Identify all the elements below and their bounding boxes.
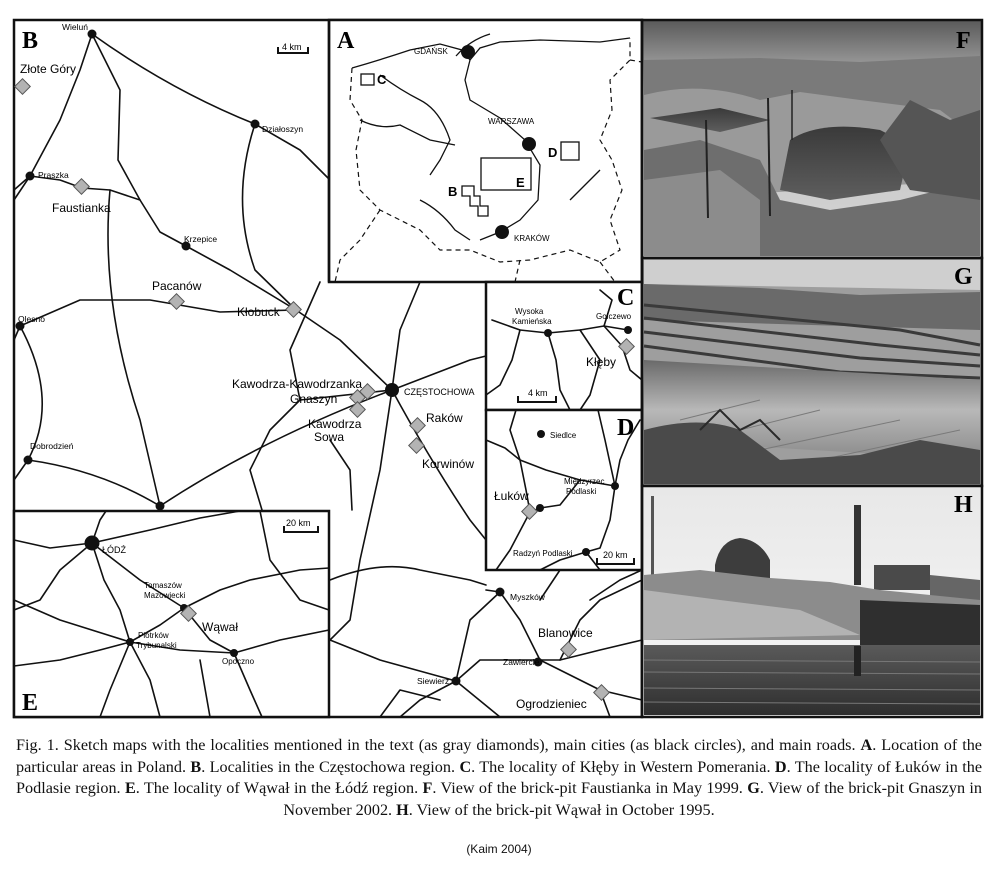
town-label: Olesno	[18, 314, 45, 324]
city-label: KRAKÓW	[514, 234, 550, 243]
town-label: Piotrków	[138, 631, 169, 640]
locality-label: Kawodrza-Kawodrzanka	[232, 377, 363, 391]
town-marker	[537, 430, 545, 438]
photo-g-gnaszyn	[642, 258, 982, 486]
city-label: WARSZAWA	[488, 117, 535, 126]
locality-label: Korwinów	[422, 457, 475, 471]
caption-label-e: E	[124, 779, 136, 797]
town-marker	[582, 548, 590, 556]
photo-h-wawal	[642, 486, 982, 717]
locality-label: Blanowice	[538, 626, 593, 640]
town-label: Mazowiecki	[144, 591, 186, 600]
locality-label: Gnaszyn	[290, 392, 338, 406]
town-label: Zawiercie	[503, 657, 540, 667]
caption-text-c: . The locality of Kłęby in Western Pomerania.	[471, 757, 771, 776]
area-box-c	[361, 74, 374, 85]
caption-text-f: . View of the brick-pit Faustianka in May 1999.	[432, 779, 743, 797]
town-label: Radzyń Podlaski	[513, 549, 573, 558]
town-marker	[251, 120, 260, 129]
caption-text-e: . The locality of Wąwał in the Łódź region.	[135, 779, 419, 797]
panel-d-scale-label: 20 km	[603, 550, 628, 560]
town-label: Krzepice	[184, 234, 218, 244]
area-box-label: D	[548, 145, 558, 160]
locality-label: Złote Góry	[20, 62, 77, 76]
town-marker	[88, 30, 97, 39]
photo-h-letter: H	[954, 492, 973, 518]
locality-label: Kłobuck	[237, 305, 280, 319]
locality-label: Raków	[426, 411, 463, 425]
area-box-label: C	[377, 72, 387, 87]
figure-caption	[16, 735, 982, 821]
town-marker	[544, 329, 552, 337]
town-label: Wysoka	[515, 307, 544, 316]
town-marker	[26, 172, 35, 181]
town-marker	[611, 482, 619, 490]
city-label: GDAŃSK	[414, 47, 448, 56]
panel-e-letter: E	[22, 690, 39, 716]
area-box-label: B	[448, 184, 458, 199]
panel-c-letter: C	[617, 285, 635, 311]
town-label: Podlaski	[566, 487, 597, 496]
city-marker	[495, 225, 509, 239]
city-marker	[85, 536, 100, 551]
locality-label: Sowa	[314, 430, 345, 444]
panel-a-letter: A	[337, 28, 355, 54]
panel-d-map	[486, 410, 642, 570]
city-marker	[385, 383, 399, 397]
panel-c-map	[486, 282, 642, 410]
locality-label: Ogrodzieniec	[516, 697, 587, 711]
panel-c-scale-label: 4 km	[528, 388, 548, 398]
locality-label: Kłęby	[586, 355, 617, 369]
town-label: Trybunalski	[136, 641, 177, 650]
caption-intro: Fig. 1. Sketch maps with the localities mentioned in the text (as gray diamonds), main cities (as black circles), and main roads.	[16, 736, 856, 754]
panel-b-letter: B	[22, 28, 39, 54]
city-marker	[461, 45, 475, 59]
city-label: ŁÓDŹ	[102, 545, 127, 555]
caption-label-c: C	[459, 757, 472, 776]
town-label: Tomaszów	[144, 581, 182, 590]
locality-label: Pacanów	[152, 279, 202, 293]
caption-label-a: A	[860, 736, 873, 754]
photo-g-letter: G	[954, 264, 973, 290]
town-marker	[230, 649, 238, 657]
locality-label: Kawodrza	[308, 417, 362, 431]
town-marker	[126, 638, 134, 646]
town-label: Dobrodzień	[30, 441, 74, 451]
town-marker	[496, 588, 505, 597]
caption-text-g: . View of the brick-pit Gnaszyn in November 2002.	[283, 779, 983, 819]
panel-e-scale-label: 20 km	[286, 518, 311, 528]
caption-text-b: . Localities in the Częstochowa region.	[201, 757, 456, 776]
town-label: Działoszyn	[262, 124, 304, 134]
panel-e-map	[14, 511, 329, 717]
panel-b-scale-label: 4 km	[282, 42, 302, 52]
town-label: Siedlce	[550, 431, 577, 440]
caption-label-f: F	[422, 779, 433, 797]
area-box-label: E	[516, 175, 525, 190]
locality-label: Faustianka	[52, 201, 111, 215]
town-label: Siewierz	[417, 676, 450, 686]
city-label: CZĘSTOCHOWA	[404, 387, 475, 397]
area-box-d	[561, 142, 579, 160]
town-label: Praszka	[38, 170, 69, 180]
caption-text-h: . View of the brick-pit Wąwał in October 1995.	[408, 800, 715, 819]
town-marker	[24, 456, 33, 465]
town-label: Międzyrzec	[564, 477, 605, 486]
panel-d-letter: D	[617, 415, 635, 441]
figure-credit: (Kaim 2004)	[466, 842, 532, 856]
city-marker	[522, 137, 536, 151]
town-label: Wieluń	[62, 22, 88, 32]
caption-label-h: H	[396, 800, 409, 819]
caption-label-b: B	[190, 757, 202, 776]
caption-text-a: . Location of the particular areas in Poland.	[16, 736, 982, 776]
town-label: Kamieńska	[512, 317, 552, 326]
caption-label-g: G	[747, 779, 760, 797]
panel-a-map	[329, 20, 642, 282]
town-label: Golczewo	[596, 312, 632, 321]
caption-label-d: D	[774, 757, 787, 776]
locality-label: Łuków	[494, 489, 529, 503]
town-marker	[624, 326, 632, 334]
town-marker	[452, 677, 461, 686]
caption-text-d: . The locality of Łuków in the Podlasie region.	[16, 757, 983, 797]
town-label: Opoczno	[222, 657, 255, 666]
photo-f-letter: F	[956, 28, 971, 54]
photo-f-faustianka	[642, 20, 982, 258]
town-label: Myszków	[510, 592, 545, 602]
locality-label: Wąwał	[202, 620, 239, 634]
